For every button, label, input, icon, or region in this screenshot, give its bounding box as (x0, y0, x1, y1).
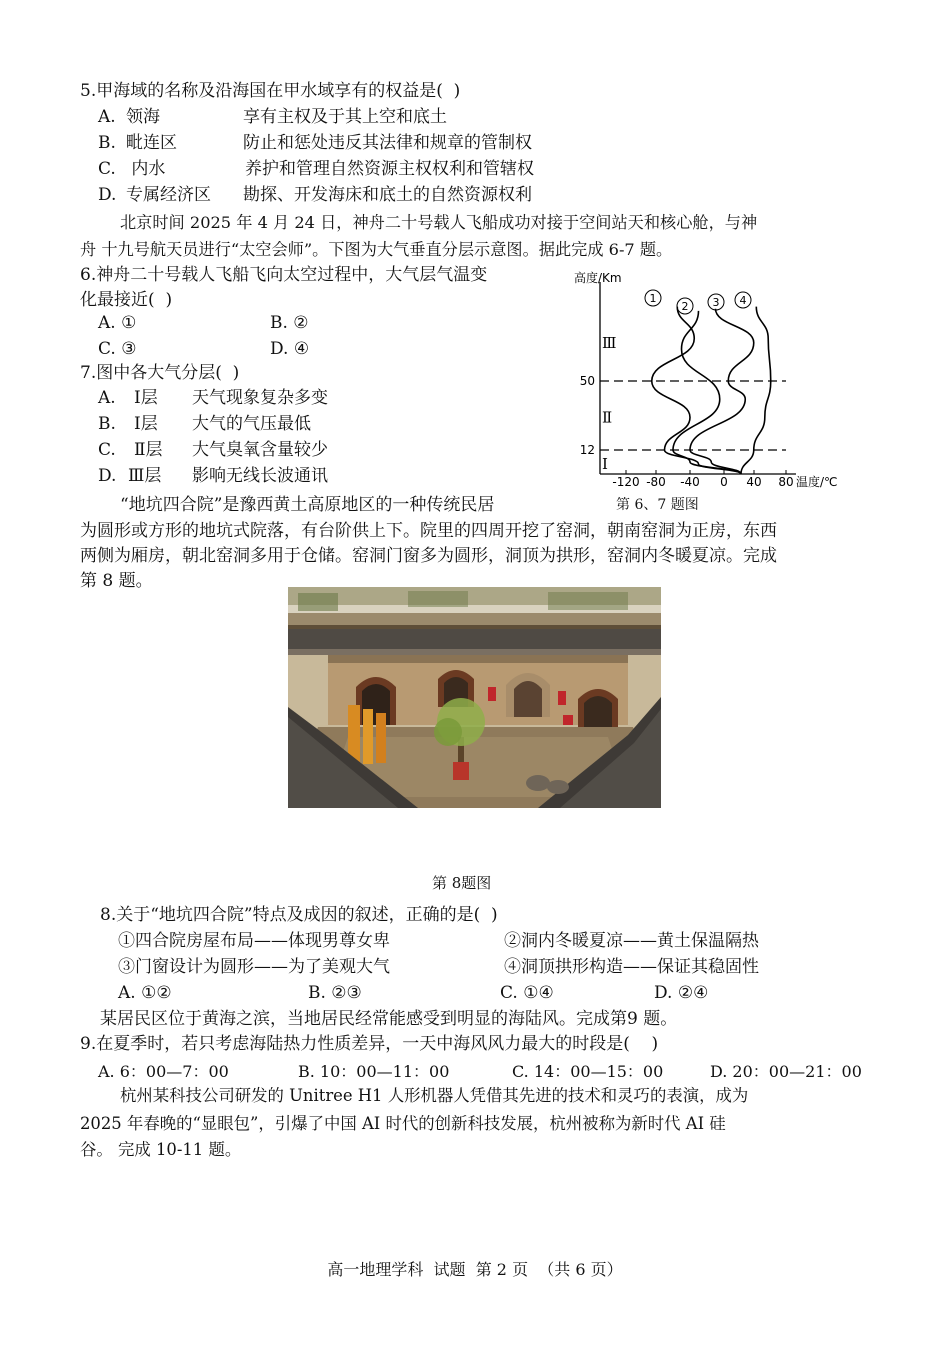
series-label-3: 3 (712, 296, 720, 309)
series-label-4: 4 (739, 294, 747, 307)
q8-item-2: ②洞内冬暖夏凉——黄土保温隔热 (504, 931, 759, 951)
y-tick-label: 50 (579, 374, 595, 388)
q8-option-d: D. ②④ (654, 983, 709, 1003)
q6-stem-line1: 6.神舟二十号载人飞船飞向太空过程中，大气层气温变 (80, 265, 488, 285)
q5-option-d-name: 专属经济区 (126, 185, 211, 205)
x-tick-label: 0 (720, 475, 728, 489)
q5-option-b-letter: B. (98, 133, 116, 153)
layer-label: Ⅰ (602, 455, 608, 473)
q7-option-d-desc: 影响无线长波通讯 (192, 466, 328, 486)
q5-option-c-name: 内水 (126, 159, 166, 179)
q8-item-3: ③门窗设计为圆形——为了美观大气 (118, 957, 390, 977)
q7-option-b-letter: B. (98, 414, 116, 434)
q8-item-1: ①四合院房屋布局——体现男尊女卑 (118, 931, 390, 951)
intro1011-line2: 2025 年春晚的“显眼包”，引爆了中国 AI 时代的创新科技发展，杭州被称为新时代 AI 硅 (80, 1114, 726, 1133)
series-label-1: 1 (649, 292, 657, 305)
q6-stem-line2: 化最接近( ) (80, 290, 173, 310)
intro9: 某居民区位于黄海之滨，当地居民经常能感受到明显的海陆风。完成第9 题。 (100, 1009, 678, 1029)
q8-option-c: C. ①④ (500, 983, 554, 1003)
q7-option-d-letter: D. (98, 466, 117, 486)
q7-stem: 7.图中各大气分层( ) (80, 363, 240, 383)
x-tick-label: 80 (778, 475, 794, 489)
x-tick-label: -40 (680, 475, 700, 489)
q8-stem: 8.关于“地坑四合院”特点及成因的叙述，正确的是( ) (100, 905, 498, 925)
q7-option-c-letter: C. (98, 440, 116, 460)
chart-caption: 第 6、7 题图 (616, 497, 699, 513)
y-axis-label: 高度/Km (574, 271, 622, 285)
q5-option-b-desc: 防止和惩处违反其法律和规章的管制权 (243, 133, 532, 153)
q6-option-a: A. ① (98, 313, 137, 333)
q5-option-a-name: 领海 (126, 107, 160, 127)
q5-option-d-letter: D. (98, 185, 117, 205)
series-curve-1 (652, 307, 741, 474)
q7-option-a-layer: Ⅰ层 (134, 388, 158, 408)
q9-option-b: B. 10：00—11：00 (298, 1062, 450, 1081)
layer-label: Ⅱ (602, 408, 613, 427)
intro1011-line1: 杭州某科技公司研发的 Unitree H1 人形机器人凭借其先进的技术和灵巧的表演，成为 (120, 1086, 749, 1105)
page-footer: 高一地理学科 试题 第 2 页 （共 6 页） (327, 1260, 623, 1279)
q8-item-4: ④洞顶拱形构造——保证其稳固性 (504, 957, 759, 977)
q5-option-a-letter: A. (98, 107, 116, 127)
q7-option-d-layer: Ⅲ层 (128, 466, 162, 486)
q5-option-d-desc: 勘探、开发海床和底土的自然资源权利 (243, 185, 532, 205)
intro8-line1: “地坑四合院”是豫西黄土高原地区的一种传统民居 (120, 495, 495, 515)
x-tick-label: 40 (746, 475, 762, 489)
layer-label: Ⅲ (602, 333, 617, 352)
intro8-line3: 两侧为厢房，朝北窑洞多用于仓储。窑洞门窗多为圆形，洞顶为拱形，窑洞内冬暖夏凉。完成 (80, 546, 777, 566)
q9-option-a: A. 6：00—7：00 (98, 1062, 229, 1081)
q6-option-b: B. ② (270, 313, 309, 333)
x-tick-label: -80 (646, 475, 666, 489)
q7-option-b-layer: Ⅰ层 (134, 414, 158, 434)
series-label-2: 2 (681, 300, 689, 313)
intro67-line2: 舟 十九号航天员进行“太空会师”。下图为大气垂直分层示意图。据此完成 6-7 题。 (80, 240, 673, 259)
y-tick-label: 12 (579, 443, 595, 457)
x-tick-label: -120 (612, 475, 640, 489)
q5-stem: 5.甲海域的名称及沿海国在甲水域享有的权益是( ) (80, 81, 461, 101)
x-axis-label: 温度/℃ (796, 475, 838, 489)
atmosphere-layer-chart (560, 266, 850, 516)
q9-stem: 9.在夏季时，若只考虑海陆热力性质差异，一天中海风风力最大的时段是( ) (80, 1034, 659, 1054)
q7-option-c-layer: Ⅱ层 (134, 440, 163, 460)
intro1011-line3: 谷。 完成 10-11 题。 (80, 1140, 242, 1159)
q5-option-b-name: 毗连区 (126, 133, 177, 153)
series-curve-3 (690, 309, 754, 474)
dikeng-courtyard-photo (288, 587, 661, 808)
intro8-line4: 第 8 题。 (80, 571, 153, 591)
q5-option-c-letter: C. (98, 159, 116, 179)
intro67-line1: 北京时间 2025 年 4 月 24 日，神舟二十号载人飞船成功对接于空间站天和核心舱，与神 (120, 213, 758, 232)
q6-option-c: C. ③ (98, 339, 137, 359)
q7-option-b-desc: 大气的气压最低 (192, 414, 311, 434)
q7-option-a-letter: A. (98, 388, 116, 408)
q9-option-d: D. 20：00—21：00 (710, 1062, 862, 1081)
intro8-line2: 为圆形或方形的地坑式院落，有台阶供上下。院里的四周开挖了窑洞，朝南窑洞为正房，东西 (80, 521, 777, 541)
q6-option-d: D. ④ (270, 339, 310, 359)
photo-caption: 第 8题图 (432, 874, 492, 892)
q7-option-c-desc: 大气臭氧含量较少 (192, 440, 328, 460)
q9-option-c: C. 14：00—15：00 (512, 1062, 664, 1081)
q5-option-a-desc: 享有主权及于其上空和底土 (243, 107, 447, 127)
q7-option-a-desc: 天气现象复杂多变 (192, 388, 328, 408)
q5-option-c-desc: 养护和管理自然资源主权权利和管辖权 (245, 159, 534, 179)
q8-option-a: A. ①② (118, 983, 172, 1003)
q8-option-b: B. ②③ (308, 983, 362, 1003)
